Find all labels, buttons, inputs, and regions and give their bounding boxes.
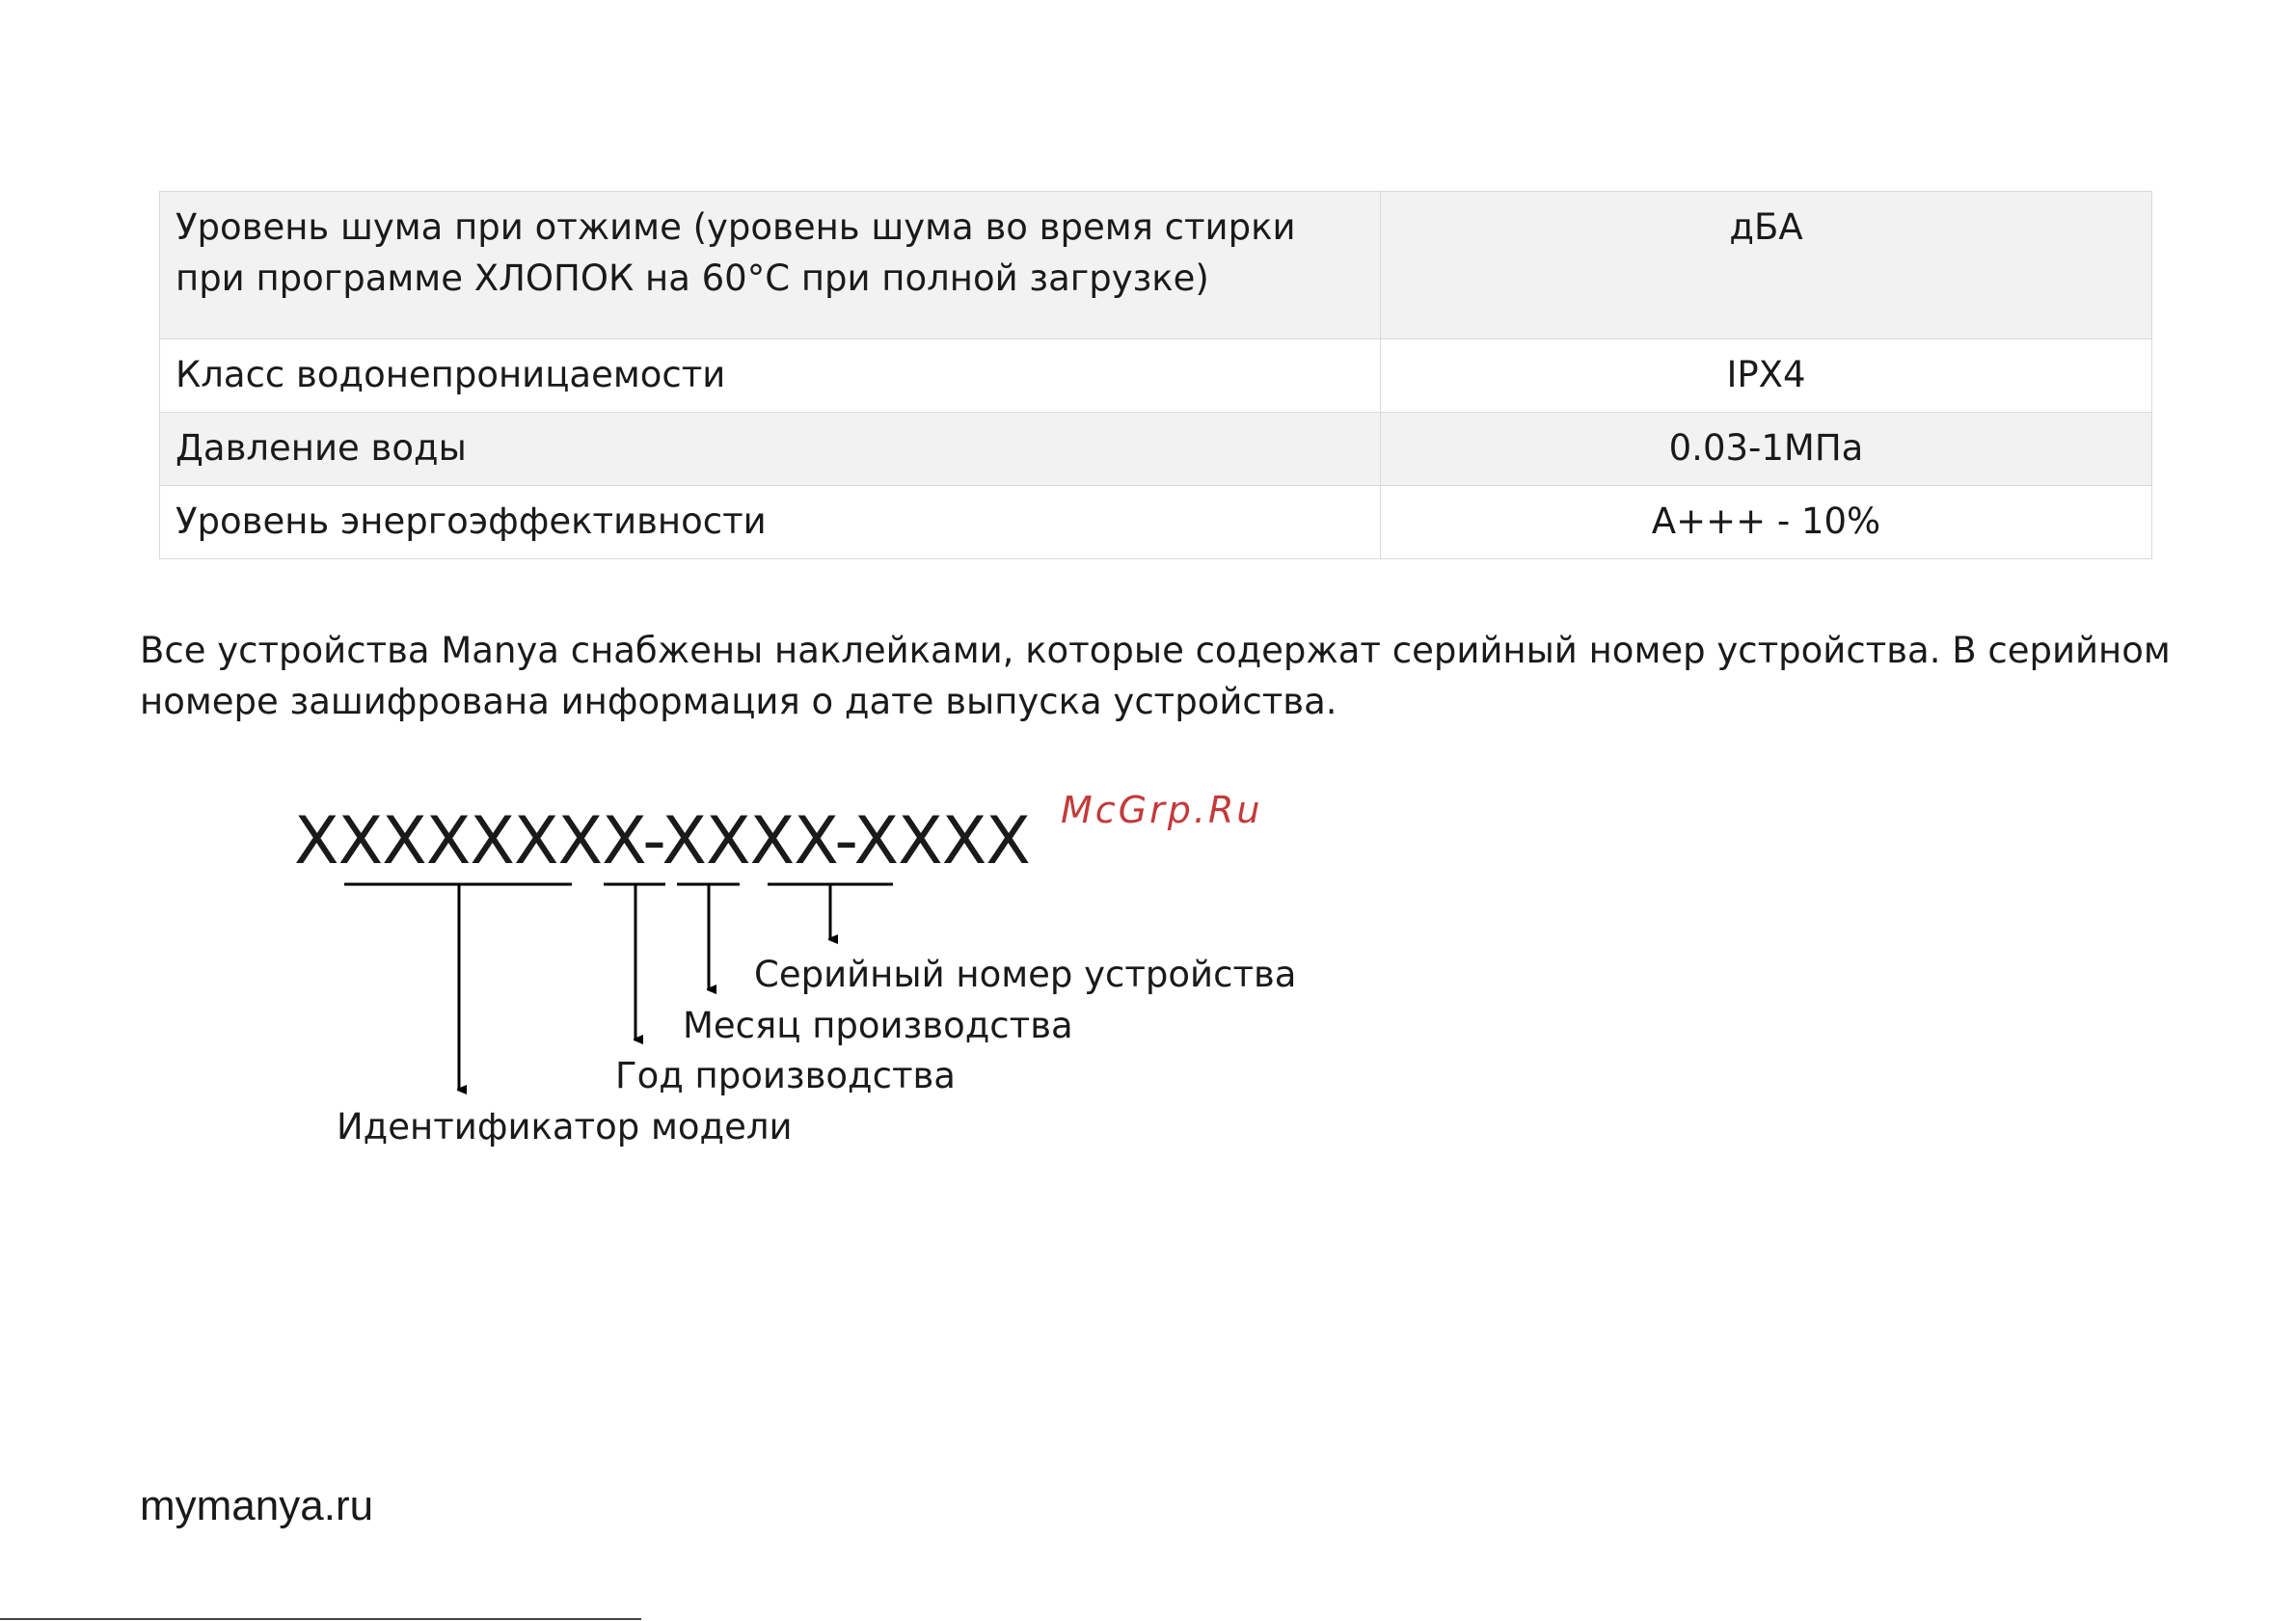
- spec-label: Уровень шума при отжиме (уровень шума во время стирки при программе ХЛОПОК на 60°С при полной загрузке): [160, 192, 1381, 339]
- spec-value: IPX4: [1381, 339, 2152, 413]
- serial-info-paragraph: Все устройства Manya снабжены наклейками, которые содержат серийный номер устройства. В серийном номере зашифрована информация о дате выпуска устройства.: [140, 630, 2171, 722]
- model-label: Идентификатор модели: [337, 1106, 793, 1148]
- spec-label: Давление воды: [160, 413, 1381, 486]
- year-label: Год производства: [615, 1055, 956, 1096]
- serial-format: XXXXXXXX-XXXX-XXXX: [294, 803, 1030, 879]
- serial-number-label: Серийный номер устройства: [754, 954, 1297, 995]
- watermark: McGrp.Ru: [1061, 789, 1263, 831]
- spec-label: Класс водонепроницаемости: [160, 339, 1381, 413]
- spec-value: дБА: [1381, 192, 2152, 339]
- footer-url[interactable]: mymanya.ru: [140, 1482, 374, 1529]
- spec-label: Уровень энергоэффективности: [160, 486, 1381, 559]
- bottom-divider: [0, 1618, 641, 1620]
- month-label: Месяц производства: [683, 1005, 1073, 1046]
- table-row: [160, 486, 2152, 559]
- table-row: [160, 413, 2152, 486]
- spec-table: [159, 191, 2152, 559]
- table-row: [160, 192, 2152, 339]
- table-row: [160, 339, 2152, 413]
- spec-value: 0.03-1МПа: [1381, 413, 2152, 486]
- spec-value: А+++ - 10%: [1381, 486, 2152, 559]
